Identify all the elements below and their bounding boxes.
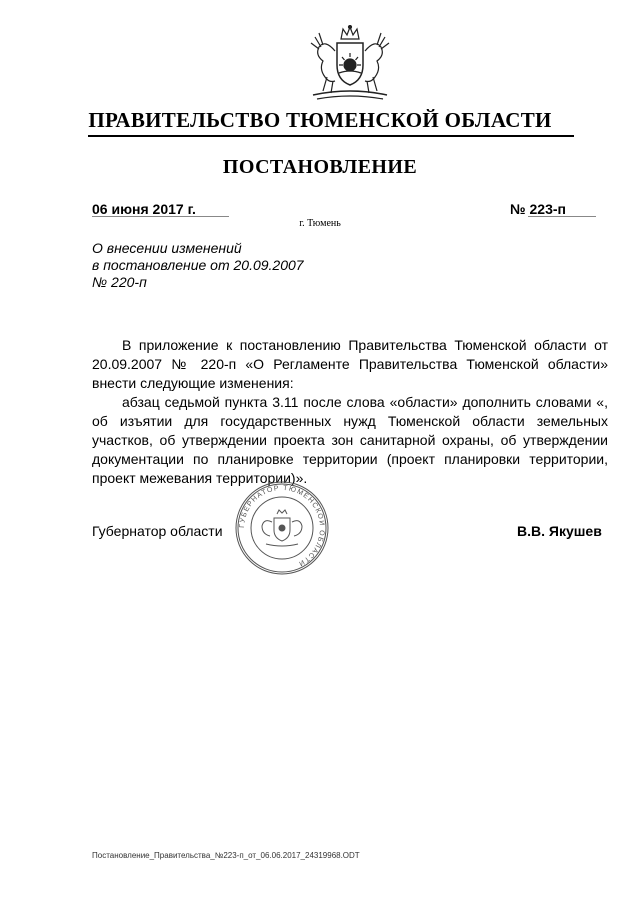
document-type: ПОСТАНОВЛЕНИЕ (222, 156, 418, 178)
coat-of-arms-icon (305, 25, 395, 103)
signatory-position: Губернатор области (92, 523, 223, 539)
document-city: г. Тюмень (299, 218, 341, 229)
signatory-name: В.В. Якушев (517, 523, 602, 539)
subject-line: в постановление от 20.09.2007 (92, 257, 304, 273)
document-subject (92, 240, 352, 291)
number-underline (528, 216, 596, 217)
document-number: № 223-п (510, 201, 566, 217)
document-date: 06 июня 2017 г. (92, 201, 196, 217)
body-paragraph: абзац седьмой пункта 3.11 после слова «области» дополнить словами «, об изъятии для государственных нужд Тюменской области земельных участков, об утверждении проекта зон санитарной охраны, об утверждении документации по планировке территории (проект планировки территории, проект межевания территории)». (92, 394, 608, 486)
subject-line: О внесении изменений (92, 240, 242, 256)
title-divider (88, 135, 574, 137)
document-body (92, 336, 608, 488)
date-underline (92, 216, 229, 217)
government-title: ПРАВИТЕЛЬСТВО ТЮМЕНСКОЙ ОБЛАСТИ (88, 108, 552, 132)
footer-filename: Постановление_Правительства_№223-п_от_06.06.2017_24319968.ODT (92, 851, 360, 860)
stamp-text: ГУБЕРНАТОР ТЮМЕНСКОЙ ОБЛАСТИ (238, 484, 326, 568)
body-paragraph: В приложение к постановлению Правительства Тюменской области от 20.09.2007 № 220-п «О Регламенте Правительства Тюменской области» внести следующие изменения: (92, 337, 608, 391)
subject-line: № 220-п (92, 274, 147, 290)
seal-stamp-icon (232, 478, 332, 578)
